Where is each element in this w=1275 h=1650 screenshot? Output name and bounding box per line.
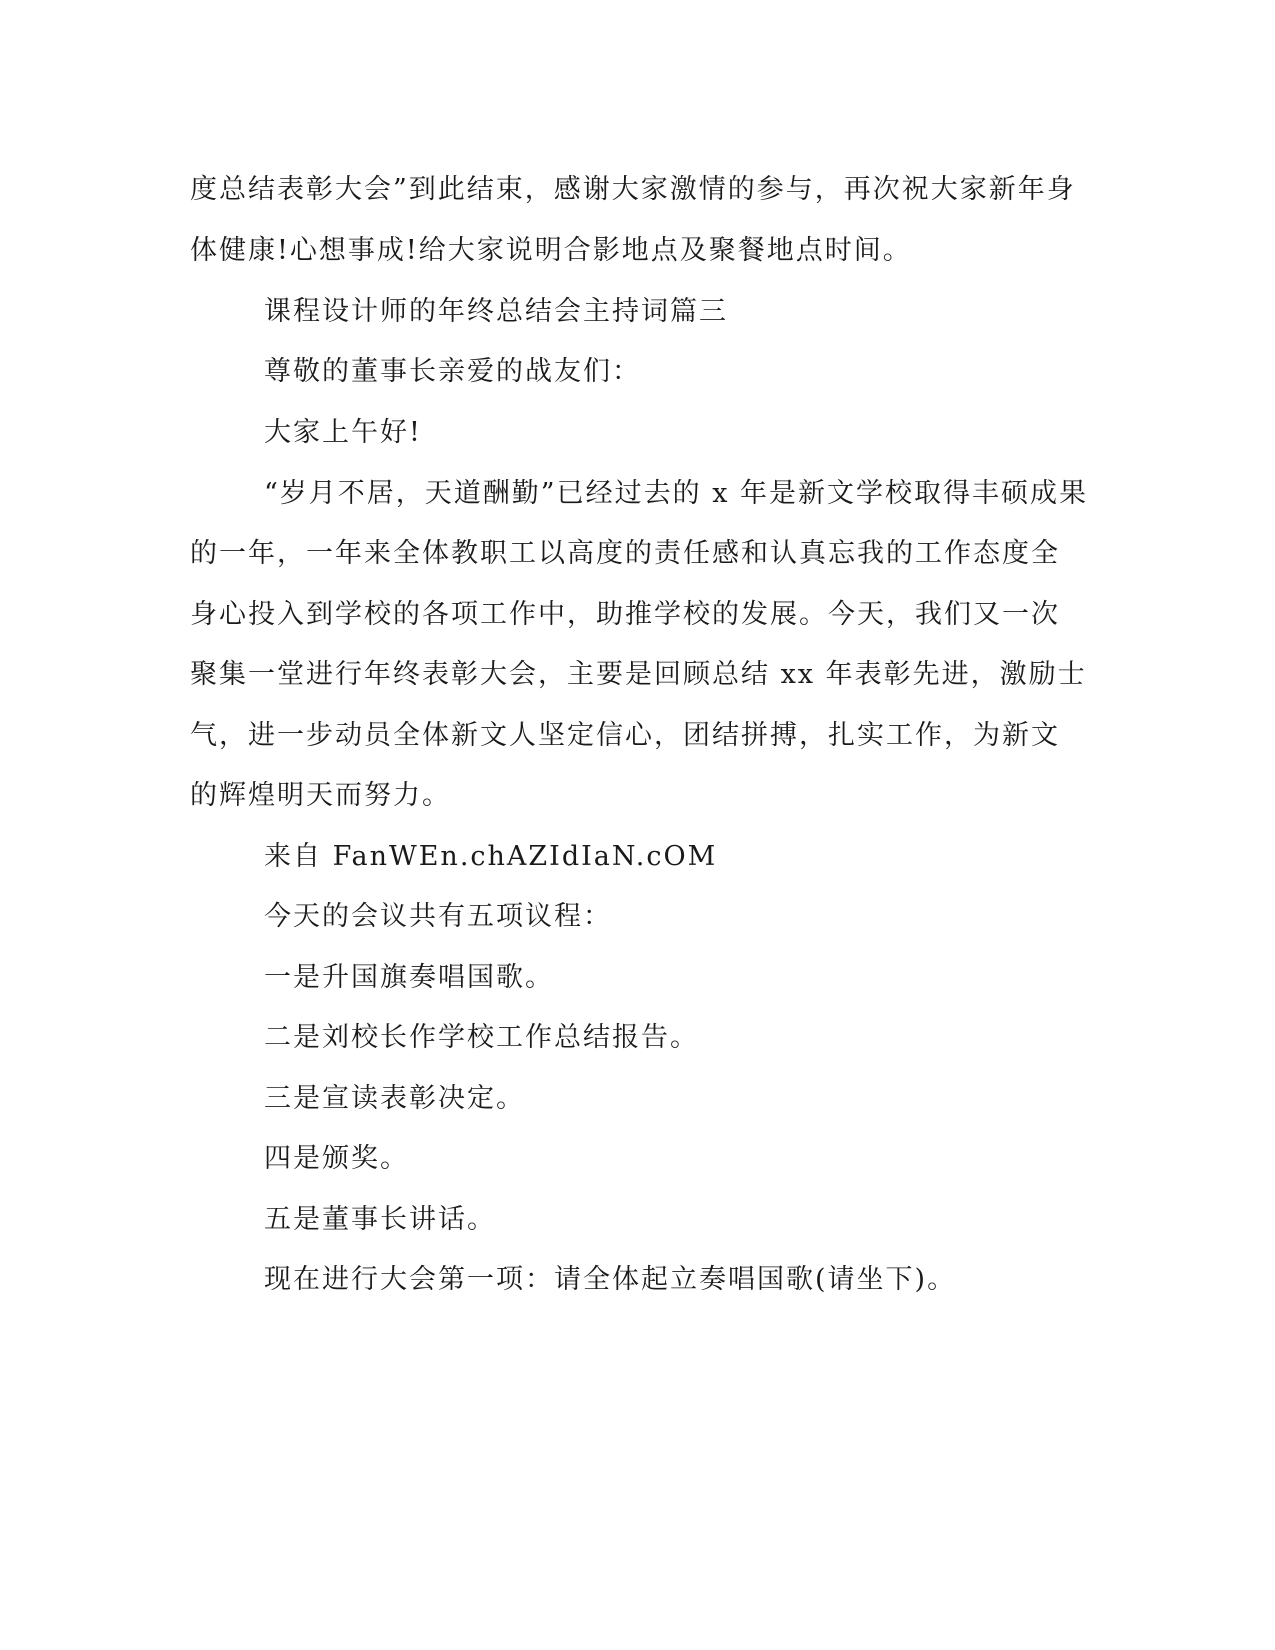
paragraph-line: 现在进行大会第一项：请全体起立奏唱国歌(请坐下)。 bbox=[264, 1264, 957, 1295]
agenda-intro: 今天的会议共有五项议程： bbox=[264, 901, 612, 932]
agenda-item: 二是刘校长作学校工作总结报告。 bbox=[264, 1022, 699, 1053]
paragraph-line: 聚集一堂进行年终表彰大会，主要是回顾总结 xx 年表彰先进，激励士 bbox=[190, 659, 1087, 690]
paragraph-line: 度总结表彰大会”到此结束，感谢大家激情的参与，再次祝大家新年身 bbox=[190, 174, 1076, 205]
agenda-item: 四是颁奖。 bbox=[264, 1143, 409, 1174]
agenda-item: 一是升国旗奏唱国歌。 bbox=[264, 962, 554, 993]
paragraph-line: 体健康!心想事成!给大家说明合影地点及聚餐地点时间。 bbox=[190, 235, 912, 266]
salutation-line: 尊敬的董事长亲爱的战友们： bbox=[264, 356, 641, 387]
source-line: 来自 FanWEn.chAZIdIaN.cOM bbox=[264, 841, 718, 872]
paragraph-line: 气，进一步动员全体新文人坚定信心，团结拼搏，扎实工作，为新文 bbox=[190, 720, 1060, 751]
paragraph-line: 的一年，一年来全体教职工以高度的责任感和认真忘我的工作态度全 bbox=[190, 538, 1060, 569]
paragraph-line: 身心投入到学校的各项工作中，助推学校的发展。今天，我们又一次 bbox=[190, 599, 1060, 630]
section-heading: 课程设计师的年终总结会主持词篇三 bbox=[264, 296, 728, 327]
agenda-item: 五是董事长讲话。 bbox=[264, 1204, 496, 1235]
paragraph-line: “岁月不居，天道酬勤”已经过去的 x 年是新文学校取得丰硕成果 bbox=[264, 478, 1088, 509]
agenda-item: 三是宣读表彰决定。 bbox=[264, 1083, 525, 1114]
paragraph-line: 的辉煌明天而努力。 bbox=[190, 780, 451, 811]
greeting-line: 大家上午好! bbox=[264, 417, 422, 448]
